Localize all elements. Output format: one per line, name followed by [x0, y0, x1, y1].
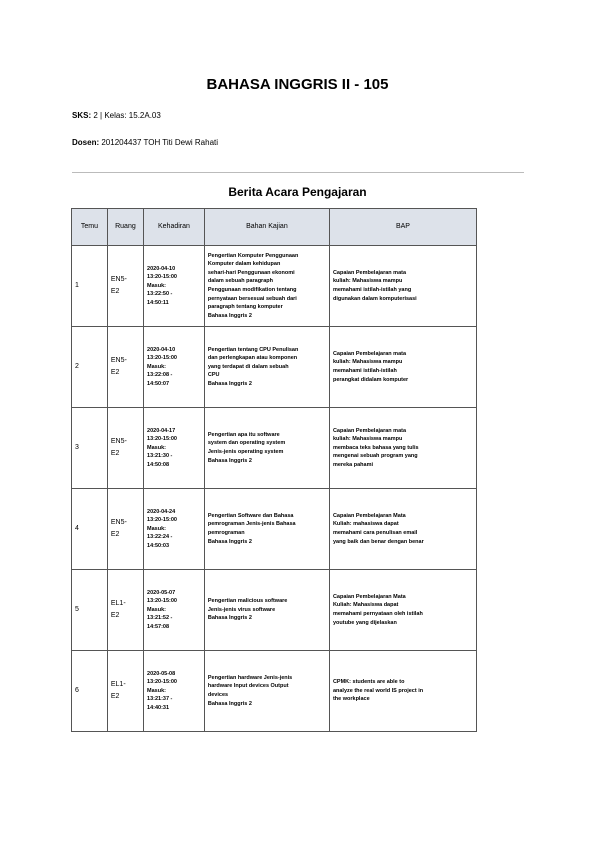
cell-temu-text: 1 [75, 281, 79, 289]
header-temu: Temu [72, 209, 108, 246]
section-title: Berita Acara Pengajaran [228, 185, 367, 199]
cell-kehadiran [144, 246, 205, 327]
cell-bap [329, 489, 476, 570]
divider [72, 172, 524, 173]
cell-bahan-kajian [204, 327, 329, 408]
cell-kehadiran [144, 489, 205, 570]
cell-ruang-text: EL1- E2 [110, 681, 126, 700]
sks-label: SKS: [72, 111, 92, 120]
cell-temu [72, 489, 108, 570]
cell-bap [329, 408, 476, 489]
cell-ruang-text: EN5- E2 [110, 357, 127, 376]
table-row [72, 327, 477, 408]
cell-kehadiran [144, 570, 205, 651]
cell-ruang-text: EN5- E2 [110, 519, 127, 538]
cell-bap-text: Capaian Pembelajaran Mata Kuliah: mahasiswa dapat memahami cara penulisan email yang baik dan benar dengan benar [332, 512, 424, 545]
cell-bahan-kajian-text: Pengertian malicious software Jenis-jenis virus software Bahasa Inggris 2 [207, 598, 288, 622]
dosen-info [72, 138, 218, 147]
cell-ruang [107, 408, 143, 489]
cell-temu-text: 4 [75, 524, 79, 532]
cell-temu-text: 6 [75, 686, 79, 694]
cell-bahan-kajian-text: Pengertian apa itu software system dan operating system Jenis-jenis operating system Bahasa Inggris 2 [207, 431, 286, 464]
cell-bahan-kajian [204, 246, 329, 327]
cell-bap-text: Capaian Pembelajaran mata kuliah: Mahasiswa mampu membaca teks bahasa yang tulis mengenai sebuah program yang mereka pahami [332, 427, 419, 468]
cell-temu [72, 408, 108, 489]
cell-kehadiran-text: 2020-04-10 13:20-15:00 Masuk: 13:22:08 - 14:50:07 [147, 346, 177, 387]
cell-kehadiran-text: 2020-05-08 13:20-15:00 Masuk: 13:21:37 - 14:40:31 [147, 670, 177, 711]
cell-temu-text: 3 [75, 443, 79, 451]
table-row [72, 570, 477, 651]
cell-bap-text: Capaian Pembelajaran mata kuliah: Mahasiswa mampu memahami istilah-istilah yang digunakan dalam komputerisasi [332, 269, 417, 302]
cell-ruang [107, 489, 143, 570]
cell-bahan-kajian [204, 408, 329, 489]
cell-temu [72, 327, 108, 408]
cell-ruang [107, 246, 143, 327]
cell-ruang-text: EN5- E2 [110, 276, 127, 295]
header-kehadiran: Kehadiran [144, 209, 205, 246]
dosen-label: Dosen: [72, 138, 100, 147]
header-bap: BAP [329, 209, 476, 246]
cell-kehadiran-text: 2020-05-07 13:20-15:00 Masuk: 13:21:52 - 14:57:08 [147, 589, 177, 630]
cell-bap [329, 651, 476, 732]
dosen-value: 201204437 TOH Titi Dewi Rahati [101, 138, 219, 147]
table-row [72, 651, 477, 732]
page-title: BAHASA INGGRIS II - 105 [206, 76, 389, 93]
cell-kehadiran-text: 2020-04-17 13:20-15:00 Masuk: 13:21:30 - 14:50:08 [147, 427, 177, 468]
cell-ruang [107, 651, 143, 732]
cell-temu [72, 651, 108, 732]
table-row [72, 246, 477, 327]
cell-ruang-text: EL1- E2 [110, 600, 126, 619]
cell-bap [329, 570, 476, 651]
cell-ruang [107, 327, 143, 408]
sks-value: 2 | Kelas: 15.2A.03 [93, 111, 161, 120]
cell-bahan-kajian [204, 489, 329, 570]
cell-kehadiran [144, 408, 205, 489]
cell-bahan-kajian-text: Pengertian Software dan Bahasa pemrograman Jenis-jenis Bahasa pemrograman Bahasa Inggris 2 [207, 512, 296, 545]
cell-temu [72, 246, 108, 327]
cell-temu-text: 2 [75, 362, 79, 370]
table-row [72, 408, 477, 489]
cell-bap-text: Capaian Pembelajaran mata kuliah: Mahasiswa mampu memahami istilah-istilah perangkat didalam komputer [332, 350, 409, 383]
cell-bap [329, 327, 476, 408]
bap-table [71, 208, 477, 732]
cell-ruang-text: EN5- E2 [110, 438, 127, 457]
cell-kehadiran-text: 2020-04-24 13:20-15:00 Masuk: 13:22:24 - 14:50:03 [147, 508, 177, 549]
cell-kehadiran [144, 651, 205, 732]
cell-bap-text: CPMK: students are able to analyze the real world IS project in the workplace [332, 679, 424, 703]
cell-bahan-kajian-text: Pengertian hardware Jenis-jenis hardware Input devices Output devices Bahasa Inggris 2 [207, 674, 293, 707]
cell-bahan-kajian-text: Pengertian Komputer Penggunaan Komputer dalam kehidupan sehari-hari Penggunaan ekonomi dalam sebuah paragraph Penggunaan modifikation tentang pernyataan bersesuai sebuah dari paragraph tentang komputer Bahasa Inggris 2 [207, 252, 299, 319]
cell-kehadiran [144, 327, 205, 408]
cell-temu-text: 5 [75, 605, 79, 613]
cell-temu [72, 570, 108, 651]
cell-ruang [107, 570, 143, 651]
header-ruang: Ruang [107, 209, 143, 246]
cell-bap [329, 246, 476, 327]
sks-info [72, 111, 161, 120]
table-row [72, 489, 477, 570]
cell-bap-text: Capaian Pembelajaran Mata Kuliah: Mahasiswa dapat memahami pernyataan oleh istilah youtube yang dijelaskan [332, 593, 423, 626]
table-header-row [72, 209, 477, 246]
cell-kehadiran-text: 2020-04-10 13:20-15:00 Masuk: 13:22:50 - 14:50:11 [147, 265, 177, 306]
cell-bahan-kajian [204, 651, 329, 732]
cell-bahan-kajian-text: Pengertian tentang CPU Penulisan dan perlengkapan atau komponen yang terdapat di dalam sebuah CPU Bahasa Inggris 2 [207, 346, 299, 387]
header-bahan-kajian: Bahan Kajian [204, 209, 329, 246]
cell-bahan-kajian [204, 570, 329, 651]
